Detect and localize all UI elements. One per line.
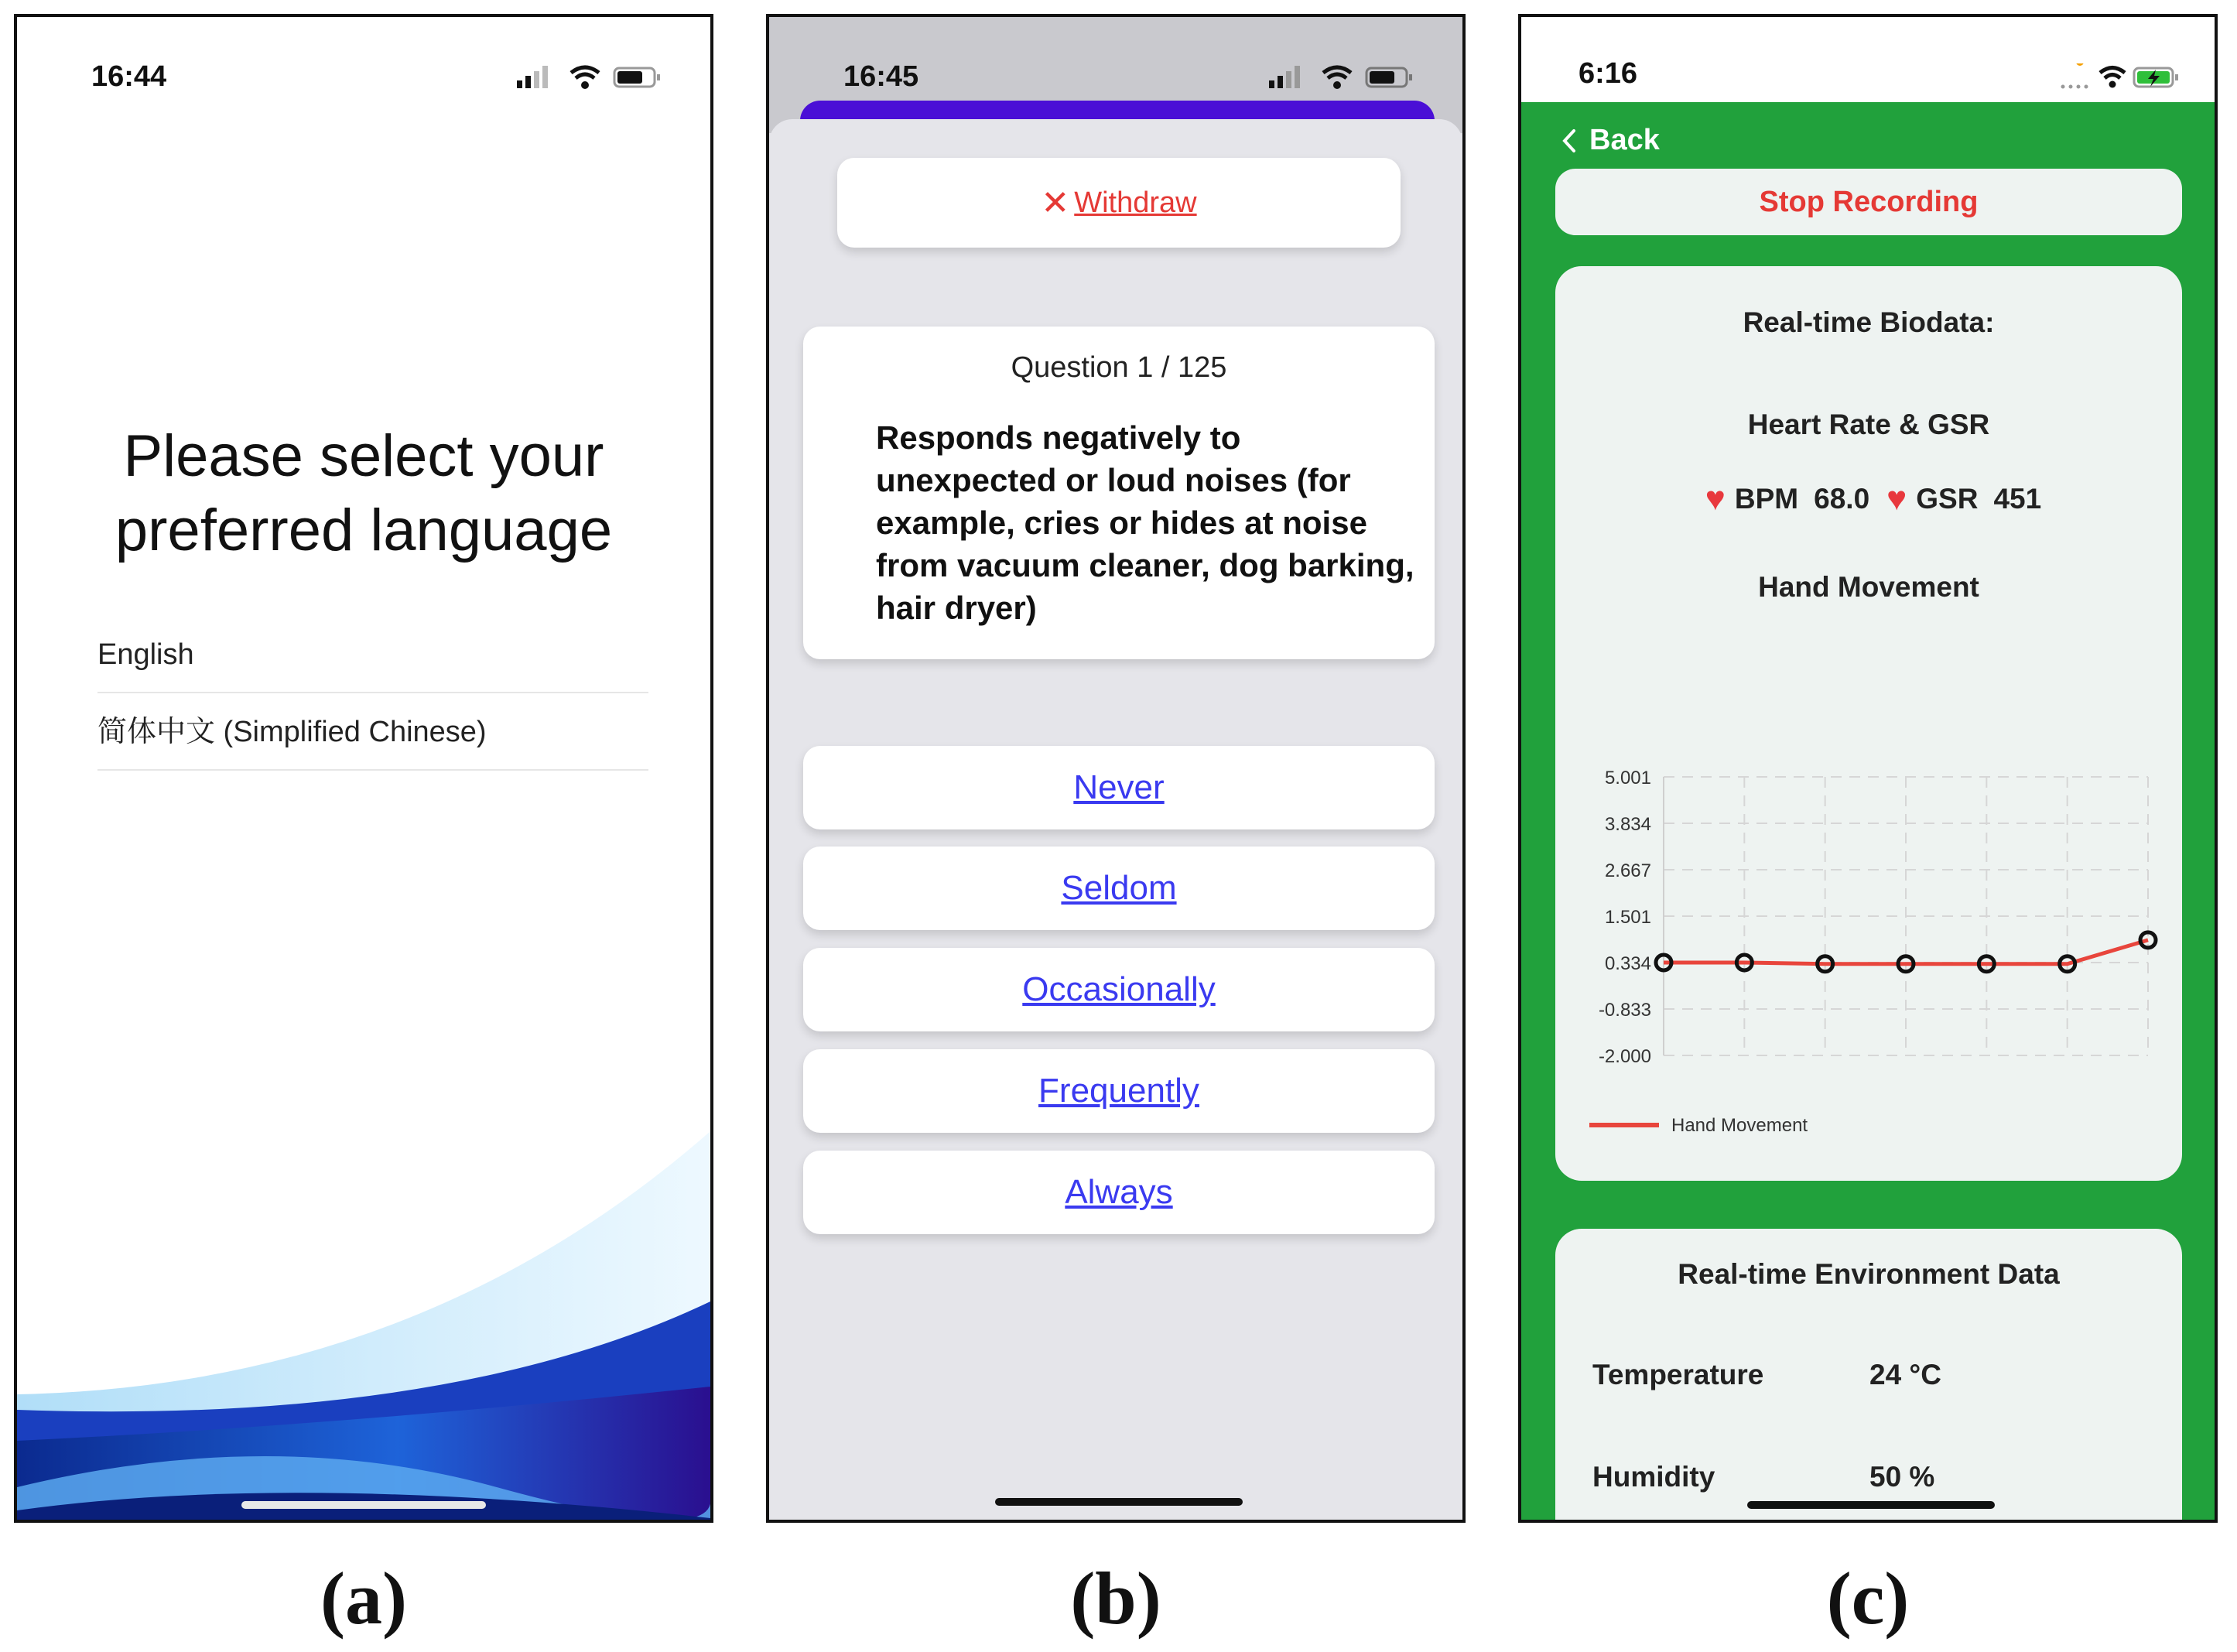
humidity-value: 50 % (1869, 1461, 1935, 1493)
back-button[interactable] (1561, 124, 1660, 157)
question-card (803, 327, 1435, 659)
caption-a: (a) (320, 1557, 407, 1640)
caption-c: (c) (1826, 1557, 1910, 1640)
orange-dot-indicator (2076, 63, 2084, 66)
environment-card (1555, 1229, 2182, 1523)
answer-occasionally-button[interactable] (803, 948, 1435, 1031)
heart-icon: ♥ (1886, 480, 1907, 518)
hand-movement-title: Hand Movement (1758, 571, 1979, 603)
battery-icon (1366, 68, 1412, 87)
signal-icon (1269, 66, 1300, 88)
hand-movement-chart (1555, 761, 2182, 1164)
close-icon: ✕ (1041, 183, 1070, 222)
status-icons (1269, 63, 1416, 90)
answer-frequently-button[interactable] (803, 1049, 1435, 1133)
question-number: Question 1 / 125 (1011, 351, 1227, 384)
home-indicator (241, 1501, 486, 1509)
temperature-label: Temperature (1592, 1359, 1764, 1390)
screen-questionnaire (766, 14, 1466, 1523)
y-tick-label: 5.001 (1604, 768, 1651, 788)
status-time: 16:45 (843, 60, 919, 93)
withdraw-button[interactable] (837, 158, 1401, 248)
legend-label: Hand Movement (1671, 1115, 1808, 1136)
language-option-english[interactable]: English (97, 616, 648, 693)
biodata-title: Real-time Biodata: (1743, 306, 1995, 338)
y-tick-label: 1.501 (1604, 906, 1651, 928)
answer-label: Occasionally (1022, 970, 1216, 1008)
y-tick-label: -0.833 (1598, 999, 1651, 1021)
wifi-icon (1323, 67, 1351, 89)
page-title (17, 419, 710, 568)
home-indicator (995, 1498, 1243, 1506)
humidity-label: Humidity (1592, 1461, 1715, 1493)
signal-icon (517, 66, 548, 88)
answer-always-button[interactable] (803, 1151, 1435, 1234)
caption-b: (b) (1070, 1557, 1161, 1640)
biodata-card (1555, 266, 2182, 1181)
gsr-value: 451 (1993, 483, 2042, 515)
answer-never-button[interactable] (803, 746, 1435, 829)
answer-seldom-button[interactable] (803, 847, 1435, 930)
screen-language-select (14, 14, 713, 1523)
y-tick-label: 3.834 (1604, 814, 1651, 836)
screen-recording (1518, 14, 2218, 1523)
home-indicator (1747, 1501, 1995, 1509)
wifi-icon (2100, 68, 2125, 88)
gsr-label: GSR (1916, 483, 1979, 515)
status-time: 16:44 (91, 60, 167, 93)
y-tick-label: -2.000 (1598, 1046, 1651, 1067)
title-line-1: Please select your (123, 423, 604, 489)
withdraw-label: Withdraw (1074, 186, 1197, 219)
heart-icon: ♥ (1705, 480, 1726, 518)
answer-label: Never (1073, 768, 1165, 806)
no-signal-icon (2061, 85, 2088, 89)
wifi-icon (571, 67, 599, 89)
battery-icon (614, 68, 660, 87)
vitals-row (1555, 480, 2182, 518)
answer-label: Always (1065, 1173, 1173, 1211)
answer-label: Frequently (1038, 1072, 1199, 1110)
title-line-2: preferred language (115, 498, 613, 563)
status-icons (2040, 63, 2187, 90)
language-option-chinese[interactable]: 简体中文 (Simplified Chinese) (97, 693, 648, 771)
question-text: Responds negatively to unexpected or loud noises (for example, cries or hides at noise from vacuum cleaner, dog barking, hair dryer) (876, 419, 1414, 626)
battery-charging-icon (2134, 68, 2178, 87)
answer-label: Seldom (1061, 869, 1177, 907)
heart-rate-gsr-title: Heart Rate & GSR (1747, 409, 1990, 440)
bpm-label: BPM (1734, 483, 1799, 515)
status-time: 6:16 (1579, 57, 1638, 90)
temperature-value: 24 °C (1869, 1359, 1941, 1390)
y-tick-label: 2.667 (1604, 860, 1651, 882)
bpm-value: 68.0 (1814, 483, 1870, 515)
decorative-wave-graphic (17, 1023, 710, 1523)
status-icons (517, 63, 664, 90)
stop-recording-label: Stop Recording (1759, 185, 1979, 218)
environment-title: Real-time Environment Data (1678, 1258, 2060, 1290)
chevron-left-icon (1561, 128, 1577, 153)
back-label: Back (1589, 124, 1660, 156)
stop-recording-button[interactable] (1555, 169, 2182, 235)
y-tick-label: 0.334 (1604, 953, 1651, 974)
